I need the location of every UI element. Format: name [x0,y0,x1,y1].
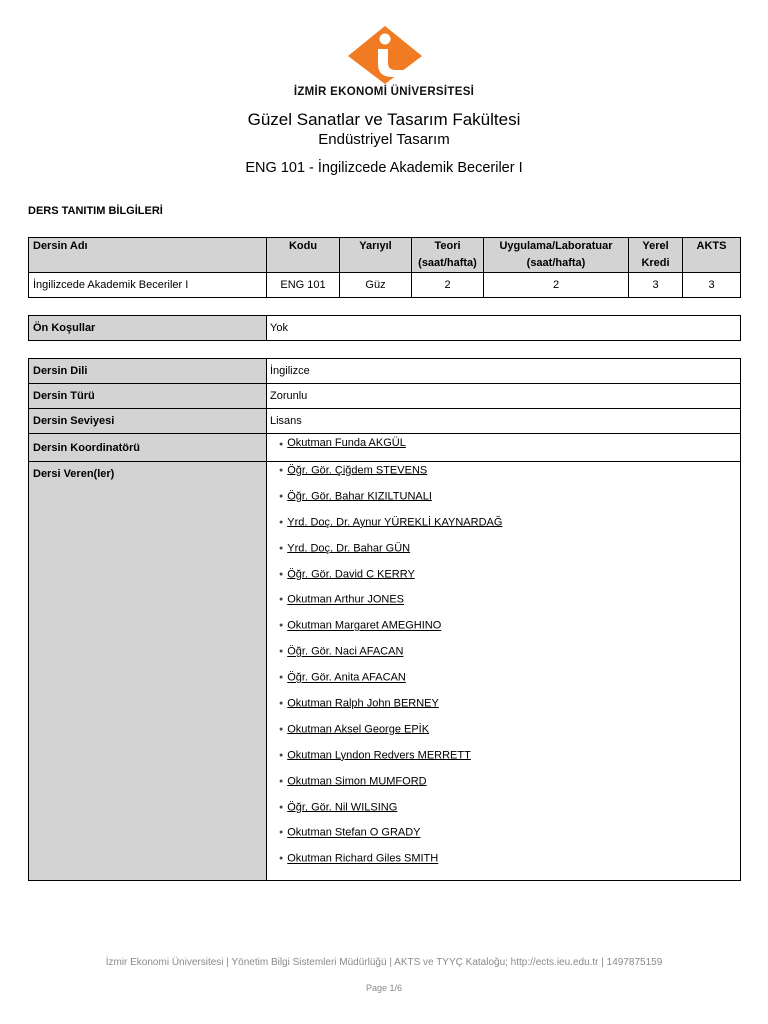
list-item [270,462,737,488]
prerequisites-table [28,315,741,341]
course-details-table [28,358,741,881]
bullet-icon: ● [279,674,284,682]
bullet-icon: ● [279,518,284,526]
list-item [270,643,737,669]
coordinator-link[interactable]: Okutman Funda AKGÜL [287,437,406,449]
list-item [270,488,737,514]
language-label: Dersin Dili [29,359,267,384]
instructor-link[interactable]: Okutman Margaret AMEGHINO [287,619,442,632]
header-local-credit: Yerel Kredi [629,238,683,273]
section-heading: DERS TANITIM BİLGİLERİ [28,205,163,217]
bullet-icon: ● [279,544,284,552]
instructor-link[interactable]: Yrd. Doç. Dr. Bahar GÜN [287,542,411,555]
list-item [270,824,737,850]
instructor-link[interactable]: Öğr. Gör. Anita AFACAN [287,671,406,684]
list-item [270,669,737,695]
instructors-label: Dersi Veren(ler) [29,462,267,881]
list-item [270,747,737,773]
list-item [270,617,737,643]
cell-course-name: İngilizcede Akademik Beceriler I [29,273,267,298]
cell-semester: Güz [340,273,412,298]
header-practice: Uygulama/Laboratuar (saat/hafta) [484,238,629,273]
list-item [270,566,737,592]
list-item [270,591,737,617]
instructor-link[interactable]: Okutman Ralph John BERNEY [287,697,439,710]
course-title: ENG 101 - İngilizcede Akademik Beceriler I [245,160,523,176]
instructor-link[interactable]: Okutman Arthur JONES [287,593,404,606]
level-label: Dersin Seviyesi [29,409,267,434]
list-item [270,540,737,566]
bullet-icon: ● [279,803,284,811]
list-item [270,773,737,799]
header-semester: Yarıyıl [340,238,412,273]
instructor-link[interactable]: Öğr. Gör. Nil WILSING [287,800,398,813]
header-ects: AKTS [683,238,741,273]
list-item [270,799,737,825]
bullet-icon: ● [279,596,284,604]
department-name: Endüstriyel Tasarım [318,131,450,148]
type-value: Zorunlu [267,384,741,409]
footer-text: İzmir Ekonomi Üniversitesi | Yönetim Bilgi Sistemleri Müdürlüğü | AKTS ve TYYÇ Kataloğu; http://ects.ieu.edu.tr | 1497875159 [105,957,663,968]
faculty-name: Güzel Sanatlar ve Tasarım Fakültesi [247,110,521,129]
bullet-icon: ● [279,441,284,448]
bullet-icon: ● [279,492,284,500]
level-value: Lisans [267,409,741,434]
instructor-link[interactable]: Okutman Simon MUMFORD [287,775,427,788]
bullet-icon: ● [279,622,284,630]
prereq-value: Yok [267,316,741,341]
summary-data-row [29,273,741,298]
instructor-link[interactable]: Öğr. Gör. Naci AFACAN [287,645,404,658]
instructor-link[interactable]: Okutman Richard Giles SMITH [287,852,439,865]
header-course-name: Dersin Adı [29,238,267,273]
coordinator-cell [267,434,741,462]
cell-local-credit: 3 [629,273,683,298]
list-item [270,850,737,876]
instructor-link[interactable]: Okutman Aksel George EPİK [287,723,430,736]
summary-header-row [29,238,741,273]
bullet-icon: ● [279,570,284,578]
university-logo [348,26,422,84]
instructors-cell [267,462,741,881]
list-item [270,721,737,747]
language-value: İngilizce [267,359,741,384]
instructor-link[interactable]: Okutman Lyndon Redvers MERRETT [287,749,471,762]
instructor-link[interactable]: Öğr. Gör. Bahar KIZILTUNALI [287,490,432,503]
cell-ects: 3 [683,273,741,298]
bullet-icon: ● [279,725,284,733]
prereq-label: Ön Koşullar [29,316,267,341]
university-name: İZMİR EKONOMİ ÜNİVERSİTESİ [293,86,475,98]
cell-code: ENG 101 [267,273,340,298]
instructor-link[interactable]: Yrd. Doç. Dr. Aynur YÜREKLİ KAYNARDAĞ [287,516,503,529]
bullet-icon: ● [279,777,284,785]
page-number: Page 1/6 [365,983,403,993]
header-code: Kodu [267,238,340,273]
instructor-link[interactable]: Okutman Stefan O GRADY [287,826,421,839]
bullet-icon: ● [279,648,284,656]
cell-theory: 2 [412,273,484,298]
bullet-icon: ● [279,829,284,837]
instructor-link[interactable]: Öğr. Gör. David C KERRY [287,567,415,580]
bullet-icon: ● [279,700,284,708]
header-theory: Teori (saat/hafta) [412,238,484,273]
cell-practice: 2 [484,273,629,298]
bullet-icon: ● [279,751,284,759]
coordinator-label: Dersin Koordinatörü [29,434,267,462]
list-item [270,695,737,721]
bullet-icon: ● [279,855,284,863]
instructor-link[interactable]: Öğr. Gör. Çiğdem STEVENS [287,464,428,477]
bullet-icon: ● [279,467,284,474]
list-item [270,514,737,540]
instructor-list [270,462,737,876]
type-label: Dersin Türü [29,384,267,409]
course-summary-table [28,237,741,298]
